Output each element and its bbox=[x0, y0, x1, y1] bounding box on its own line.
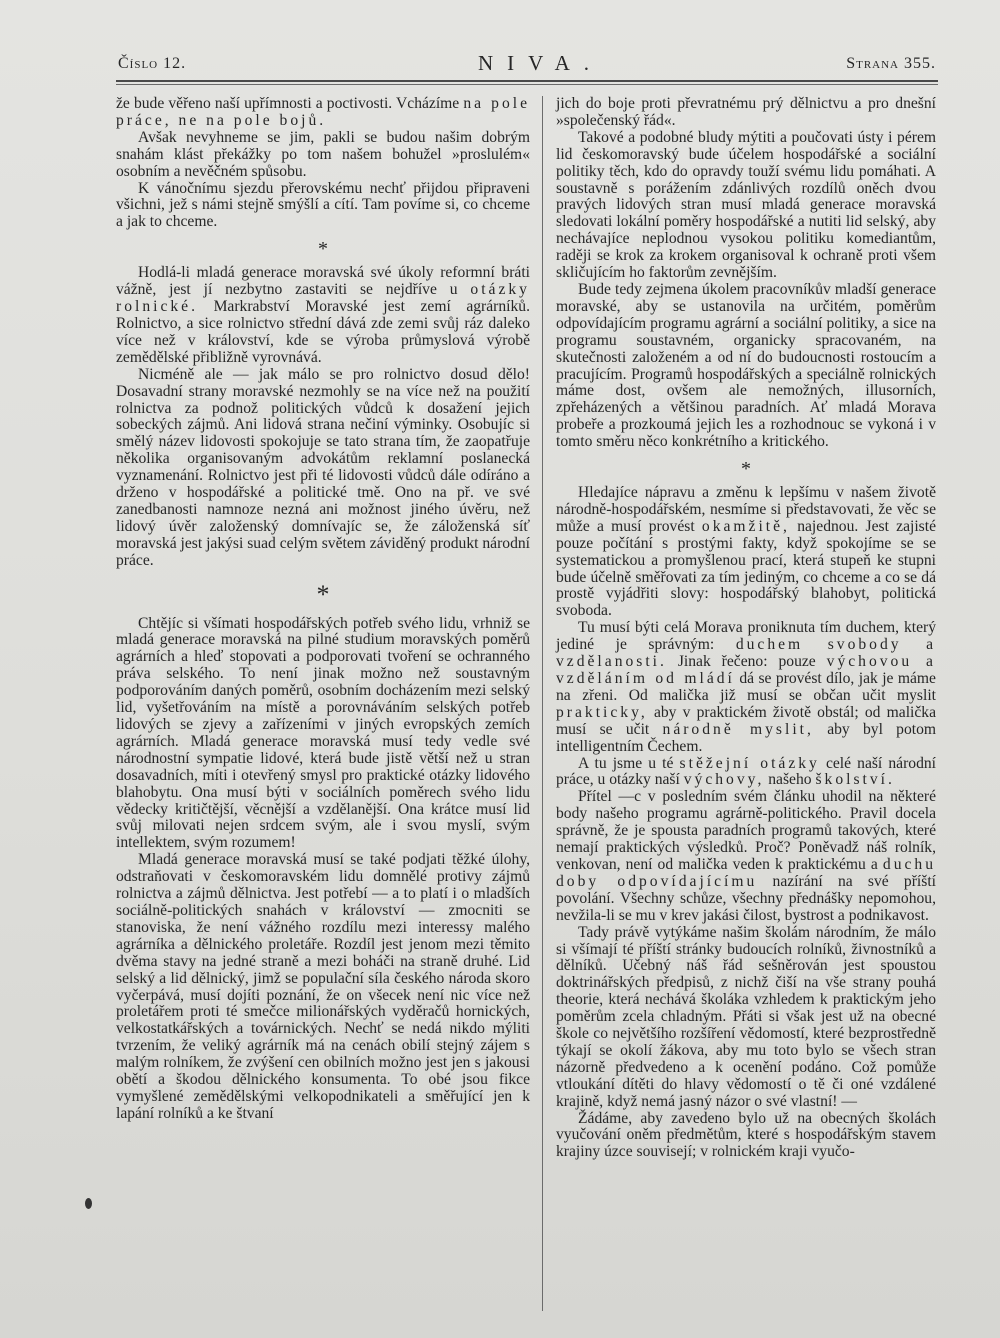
paragraph: Bude tedy zejmena úkolem pracovníkův mladší generace moravské, aby se ustanovila na určitém, poměrům odpovídajícím programu agrární a sociální politiky, a sice na programu soustavném, organicky spracovaném, na skutečnosti založeném a od ní do budoucnosti rostoucím a pracujícím. Programů hospodářských a speciálně rolnických máme dost, ovšem ale nemožných, illusorních, zpřeházených a většinou paradních. Ať mladá Morava probeře a prozkoumá jejich les a rozhodnouc se vykoná i v tomto směru něco konkrétního a kritického. bbox=[556, 280, 936, 451]
issue-number: Číslo 12. bbox=[118, 55, 187, 72]
column-divider bbox=[542, 96, 543, 1311]
section-asterisk: * bbox=[741, 458, 751, 481]
ink-blot bbox=[85, 1198, 92, 1209]
paragraph: Chtějíc si všímati hospodářských potřeb svého lidu, vrhniž se mladá generace moravská na pilné studium moravských poměrů agrárních a hleď stopovati a podporovati tvoření se ochranného práva selského. To není jinak možno než soustavným podporováním daných poměrů, osobním docházením mezi selský lid, vyšetřováním na místě a porovnáváním selských potřeb lidových se zjevy a zařízeními v jiných evropských zemích agrárních. Mladá generace moravská musí tedy vedle své národnostní sympatie lidové, která bude jistě větší než u stran dosavadních, míti i otevřený smysl pro praktické otázky lidového blahobytu. Ona musí býti v sociálních poměrech svého lidu vědecky kritičtější, věcnější a vzdělanější. Ona krátce musí lid svůj milovati nejen srdcem svým, ale i svou myslí, svým intellektem, svým rozumem! bbox=[116, 614, 530, 852]
journal-title: NIVA. bbox=[478, 51, 604, 75]
page-header bbox=[118, 51, 936, 77]
paragraph: A tu jsme u té stěžejní otázky celé naší národní práce, u otázky naší výchovy, našeho školství. bbox=[556, 754, 936, 789]
paragraph: Nicméně ale — jak málo se pro rolnictvo dosud dělo! Dosavadní strany moravské nezmohly se na více než na použití rolnictva za podnož politických vůdců k dosažení jejich sobeckých zájmů. Ani lidová strana nečiní výminky. Osobujíc si smělý název lidovosti spokojuje se tato strana tím, že zaopatřuje několika organisovaným advokátům reklamní poslanecká vyznamenání. Rolnictvo jest při té lidovosti vůdců dále odíráno a drženo v hospodářské a politické tmě. Ono na př. ve své zanedbanosti namnoze nezná ani možnost jiného úvěru, než lidový úvěr založenský domnívajíc se, že záloženská síť moravská jest jakýsi suad celým světem záviděný produkt národní práce. bbox=[116, 365, 530, 569]
paragraph: Takové a podobné bludy mýtiti a poučovati ústy i pérem lid českomoravský bude účelem hospodářské a sociální politiky těch, kdo do opravdy touží svému lidu pomáhati. A soustavně s porážením zdánlivých rozdílů oněch dvou pravých lidových stran musí mladá generace moravská sledovati lokální poměry hospodářské a nutiti lid selský, aby nechávajíce neplodnou vysokou politiku komediantům, raději se krok za krokem organisoval k ochraně proti všem skličujícím ho faktorům zevnějším. bbox=[556, 128, 936, 282]
paragraph: Avšak nevyhneme se jim, pakli se budou našim dobrým snahám klást překážky po tom našem bohužel »proslulém« osobním a nevěčném spůsobu. bbox=[116, 128, 530, 180]
paragraph: Hledajíce nápravu a změnu k lepšímu v našem životě národně-hospodářském, nesmíme si představovati, že věc se může a musí provést okamžitě, najednou. Jest zajisté pouze počítání s prostými fakty, když spokojíme se se systematickou a promyšlenou prací, která stupeň ke stupni bude účelně směřovati za tím jediným, co chceme a co se dá prostě vyjádřiti slovy: hospodářský blahobyt, politická svoboda. bbox=[556, 484, 936, 620]
paragraph: Tu musí býti celá Morava proniknuta tím duchem, který jediné je správným: duchem svobody a vzdělanosti. Jinak řečeno: pouze výchovou a vzděláním od mládí dá se provést dílo, jak je máme na zřeni. Od malička již musí se občan učit myslit prakticky, aby v praktickém životě obstál; od malička musí se učit národně myslit, aby byl potom intelligentním Čechem. bbox=[556, 619, 937, 755]
paragraph: Tady právě vytýkáme našim školám národním, že málo si všímají té příští stránky budoucích rolníků, živnostníků a dělníků. Učebný náš řád sešněrován jest spoustou doktrinářských předpisů, z nichž čiší na vše strany pouhá theorie, která nechává školáka vzhledem k praktickým jeho poměrům zcela chladným. Přáti si však jest už na obecné škole co největšího rozšíření vědomostí, které bezprostředně týkají se okolí žákova, aby mu toto bylo se všech stran názorně předvedeno a k ocenění podáno. Což pomůže vtloukání dítěti do hlavy vědomostí o tě či oné vzdálené krajině, když nemá jasný názor o své vlastní! — bbox=[556, 923, 936, 1110]
paragraph: že bude věřeno naší upřímnosti a poctivosti. Vcházíme na pole práce, ne na pole bojů. bbox=[116, 95, 530, 129]
section-asterisk: * bbox=[316, 579, 330, 609]
paragraph: Žádáme, aby zavedeno bylo už na obecných školách vyučování oněm předmětům, které s hospodářským stavem krajiny úzce souvisejí; v rolnickém kraji vyučo- bbox=[556, 1109, 936, 1161]
paragraph: Hodlá-li mladá generace moravská své úkoly reformní bráti vážně, jest jí nezbytno zastaviti se nejdříve u otázky rolnické. Markrabství Moravské jest zemí agrárníků. Rolnictvo, a sice rolnictvo střední dává zde zemi svůj ráz daleko více než v království, kde se výroba průmyslová výrobě zemědělské přibližně vyrovnává. bbox=[116, 264, 530, 366]
page-number: Strana 355. bbox=[846, 55, 936, 72]
paragraph: Mladá generace moravská musí se také podjati těžké úlohy, odstraňovati v českomoravském lidu domnělé protivy zájmů rolnictva a zájmů dělnictva. Jest potřebí — a to platí i o mladších sociálně-politických snahách v království — zmocniti se stanoviska, že není vážného rozdílu mezi interessy malého agrárníka a dělnického proletáře. Rozdíl jest jenom mezi těmito dvěma stavy na jedné straně a mezi boháči na straně druhé. Lid selský a lid dělnický, jimž se populační síla českého národa skoro vyčerpává, musí dojíti poznání, že on všecek není nic více než proletářem proti té smečce milionářských vyděračů hornických, velkostatkářských a továrnických. Nechť se nedá nikdo mýliti tvrzením, že veliký agrárník má na cenách obilí stejný zájem s malým rolníkem, že zvýšení cen obilních možno jest jen s jakousi obětí a škodou dělnického konsumenta. To obé jsou fikce vymyšlené zemědělskými velkopodnikateli a směřující jen k lapání rolníků a ke štvaní bbox=[116, 851, 530, 1122]
paragraph: Přítel —c v posledním svém článku uhodil na některé body našeho programu agrárně-politického. Pravil docela správně, že je spousta paradních programů takových, které nemají praktických výsledků. Proč? Poněvadž náš rolník, venkovan, není od malička veden k praktickému a duchu doby odpovídajícímu nazírání na své příští povolání. Všechny schůze, všechny přednášky nepomohou, nevžila-li se mu v krev jakási čilost, bystrost a podnikavost. bbox=[556, 788, 936, 924]
paragraph: K vánočnímu sjezdu přerovskému nechť přijdou připraveni všichni, jež s námi stejně smýšlí a cítí. Tam povíme si, co chceme a jak to chceme. bbox=[116, 179, 530, 231]
section-asterisk: * bbox=[318, 238, 328, 261]
left-column bbox=[116, 96, 530, 1123]
header-rule-thin bbox=[116, 84, 938, 85]
paragraph: jich do boje proti převratnému prý dělnictvu a pro dnešní »společenský řád«. bbox=[556, 95, 936, 129]
right-column bbox=[556, 96, 936, 1161]
header-rule bbox=[116, 80, 938, 82]
